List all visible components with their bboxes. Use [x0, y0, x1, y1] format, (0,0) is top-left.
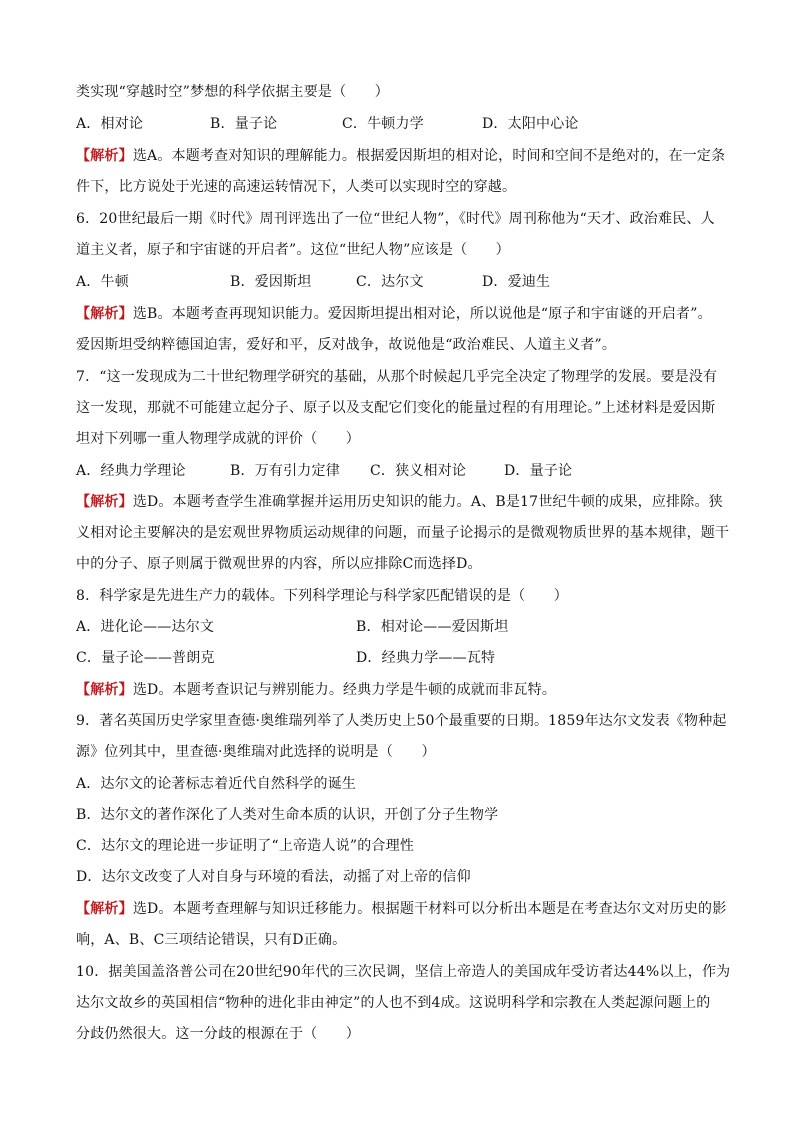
line-text: A．达尔文的论著标志着近代自然科学的诞生 [76, 776, 357, 792]
option-d: D．量子论 [504, 463, 573, 479]
line-text: 件下，比方说处于光速的高速运转情况下，人类可以实现时空的穿越。 [76, 179, 517, 195]
line-text: 坦对下列哪一重人物理学成就的评价（ ） [76, 431, 360, 447]
line-text: 选D。本题考查学生准确掌握并运用历史知识的能力。A、B是17世纪牛顿的成果，应排除。狭 [132, 494, 723, 510]
option-d: D．爱迪生 [482, 274, 551, 290]
analysis-tag: 【解析】 [76, 148, 133, 164]
q7-analysis-line-2 [76, 523, 730, 543]
option-a: A．进化论——达尔文 [76, 619, 215, 635]
option-a: A．经典力学理论 [76, 463, 186, 479]
line-text: C．达尔文的理论进一步证明了“上帝造人说”的合理性 [76, 838, 415, 854]
line-text: 响，A、B、C三项结论错误，只有D正确。 [76, 932, 347, 948]
q5-stem-tail [76, 82, 726, 102]
line-text: 6．20世纪最后一期《时代》周刊评选出了一位“世纪人物”，《时代》周刊称他为“天才、政治难民、人 [76, 211, 715, 227]
line-text: 选B。本题考查再现知识能力。爱因斯坦提出相对论，所以说他是“原子和宇宙谜的开启者”。 [132, 306, 712, 322]
option-d: D．经典力学——瓦特 [356, 650, 496, 666]
line-text: 这一发现，那就不可能建立起分子、原子以及支配它们变化的能量过程的有用理论。”上述材料是爱因斯 [76, 400, 716, 416]
line-text: 选D。本题考查识记与辨别能力。经典力学是牛顿的成就而非瓦特。 [132, 682, 557, 698]
option-d: D．太阳中心论 [482, 116, 579, 132]
option-b: B．相对论——爱因斯坦 [356, 619, 509, 635]
option-c: C．量子论——普朗克 [76, 650, 215, 666]
line-text: D．达尔文改变了人对自身与环境的看法，动摇了对上帝的信仰 [76, 869, 471, 885]
q9-stem-line-2 [76, 742, 726, 762]
option-b: B．万有引力定律 [230, 463, 340, 479]
line-text: 7．“这一发现成为二十世纪物理学研究的基础，从那个时候起几乎完全决定了物理学的发展。要是没有 [76, 369, 718, 385]
q9-option-d [76, 867, 726, 887]
option-a: A．牛顿 [76, 274, 129, 290]
q7-stem-line-2 [76, 398, 726, 418]
line-text: 类实现“穿越时空”梦想的科学依据主要是（ ） [76, 84, 389, 100]
option-c: C．狭义相对论 [370, 463, 467, 479]
q5-analysis-line-1 [76, 146, 726, 166]
option-b: B．量子论 [210, 116, 278, 132]
q5-analysis-line-2 [76, 177, 726, 197]
option-c: C．达尔文 [356, 274, 424, 290]
line-text: 9．著名英国历史学家里查德·奥维瑞列举了人类历史上50个最重要的日期。1859年达尔文发表《物种起 [76, 713, 727, 729]
line-text: 选D。本题考查理解与知识迁移能力。根据题干材料可以分析出本题是在考查达尔文对历史的影 [132, 901, 727, 917]
option-a: A．相对论 [76, 116, 144, 132]
line-text: 8．科学家是先进生产力的载体。下列科学理论与科学家匹配错误的是（ ） [76, 588, 568, 604]
line-text: 爱因斯坦受纳粹德国迫害，爱好和平，反对战争，故说他是“政治难民、人道主义者”。 [76, 337, 617, 353]
line-text: B．达尔文的著作深化了人类对生命本质的认识，开创了分子生物学 [76, 807, 499, 823]
line-text: 10．据美国盖洛普公司在20世纪90年代的三次民调，坚信上帝造人的美国成年受访者达44%以上，作为 [76, 964, 731, 980]
q7-stem-line-1 [76, 367, 726, 387]
analysis-tag: 【解析】 [76, 682, 133, 698]
q9-stem-line-1 [76, 711, 726, 731]
q6-analysis-line-1 [76, 304, 726, 324]
q6-stem-line-2 [76, 240, 726, 260]
q7-stem-line-3 [76, 429, 726, 449]
analysis-tag: 【解析】 [76, 494, 133, 510]
q9-analysis-line-1 [76, 899, 726, 919]
line-text: 道主义者，原子和宇宙谜的开启者”。这位“世纪人物”应该是（ ） [76, 242, 510, 258]
q9-analysis-line-2 [76, 930, 726, 950]
line-text: 分歧仍然很大。这一分歧的根源在于（ ） [76, 1026, 360, 1042]
q7-analysis-line-1 [76, 492, 726, 512]
line-text: 选A。本题考查对知识的理解能力。根据爱因斯坦的相对论，时间和空间不是绝对的，在一定条 [132, 148, 726, 164]
line-text: 源》位列其中，里查德·奥维瑞对此选择的说明是（ ） [76, 744, 436, 760]
line-text: 中的分子、原子则属于微观世界的内容，所以应排除C而选择D。 [76, 556, 482, 572]
option-c: C．牛顿力学 [342, 116, 424, 132]
q7-analysis-line-3 [76, 554, 726, 574]
q6-analysis-line-2 [76, 335, 726, 355]
line-text: 达尔文故乡的英国相信“物种的进化非由神定”的人也不到4成。这说明科学和宗教在人类起源问题上的 [76, 995, 711, 1011]
q10-stem-line-2 [76, 993, 726, 1013]
q8-stem [76, 586, 726, 606]
line-text: 义相对论主要解决的是宏观世界物质运动规律的问题，而量子论揭示的是微观物质世界的基本规律，题干 [76, 525, 730, 541]
option-b: B．爱因斯坦 [230, 274, 312, 290]
q9-option-b [76, 805, 726, 825]
analysis-tag: 【解析】 [76, 306, 133, 322]
q9-option-c [76, 836, 726, 856]
q10-stem-line-1 [76, 962, 731, 982]
analysis-tag: 【解析】 [76, 901, 133, 917]
q10-stem-line-3 [76, 1024, 726, 1044]
q6-stem-line-1 [76, 209, 726, 229]
q9-option-a [76, 774, 726, 794]
q8-analysis [76, 680, 726, 700]
